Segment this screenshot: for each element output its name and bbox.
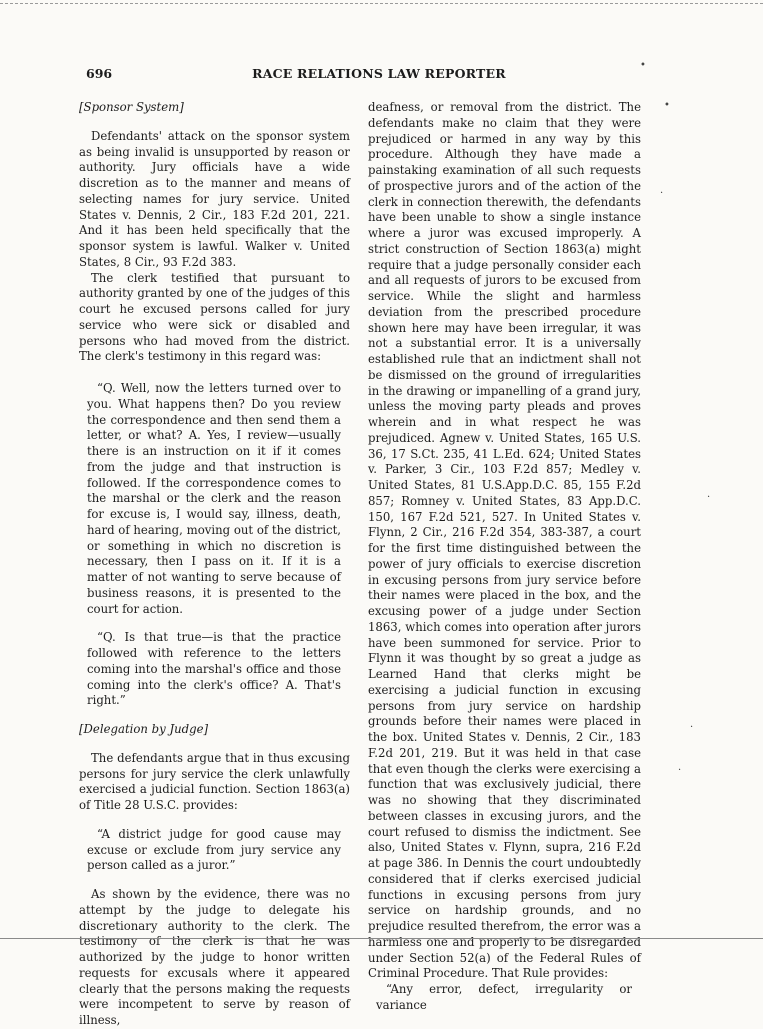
paragraph: deafness, or removal from the district. The defendants make no claim that they were prejudiced or harmed in any way by this procedure. Although they have made a painstaking examination of all such requests of prospective jurors and of the action of the clerk in connection therewith, the defendants have been unable to show a single instance where a juror was excused improperly. A strict construction of Section 1863(a) might require that a judge personally consider each and all requests of jurors to be excused from service. While the slight and harmless deviation from the prescribed procedure shown here may have been irregular, it was not a substantial error. It is a universally established rule that an indictment shall not be dismissed on the ground of irregularities in the drawing or impanelling of a grand jury, unless the moving party pleads and proves wherein and in what respect he was prejudiced. Agnew v. United States, 165 U.S. 36, 17 S.Ct. 235, 41 L.Ed. 624; United States v. Parker, 3 Cir., 103 F.2d 857; Medley v. United States, 81 U.S.App.D.C. 85, 155 F.2d 857; Romney v. United States, 83 App.D.C. 150, 167 F.2d 521, 527. In United States v. Flynn, 2 Cir., 216 F.2d 354, 383-387, a court for the first time distinguished between the power of jury officials to exercise discretion in excusing persons from jury service before their names were placed in the box, and the excusing power of a judge under Section 1863, which comes into operation after jurors have been summoned for service. Prior to Flynn it was thought by so great a judge as Learned Hand that clerks might be exercising a judicial function in excusing persons from jury service on hardship grounds before their names were placed in the box. United States v. Dennis, 2 Cir., 183 F.2d 201, 219. But it was held in that case that even though the clerks were exercising a function that was exclusively judicial, there was no showing that they discriminated between classes in excusing jurors, and the court refused to dismiss the indictment. See also, United States v. Flynn, supra, 216 F.2d at page 386. In Dennis the court undoubtedly considered that if clerks exercised judicial functions in excusing persons from jury service on hardship grounds, and no prejudice resulted therefrom, the error was a harmless one and properly to be disregarded under Section 52(a) of the Federal Rules of Criminal Procedure. That Rule provides: [368,100,641,981]
scan-speck: • [664,100,670,111]
scan-speck: • [640,60,646,71]
right-column [368,100,641,1014]
left-column [79,100,350,1029]
section-heading-delegation-by-judge: [Delegation by Judge] [79,722,209,736]
top-border-line [0,3,763,4]
journal-title: RACE RELATIONS LAW REPORTER [252,66,506,81]
page-header [86,66,672,84]
paragraph: The clerk testified that pursuant to authority granted by one of the judges of this court he excused persons called for jury service who were sick or disabled and persons who had moved from the district. The clerk's testimony in this regard was: [79,270,350,364]
block-quote: “A district judge for good cause may excuse or exclude from jury service any person called as a juror.” [87,826,341,873]
scan-speck: · [660,188,664,199]
scan-speck: · [707,492,711,503]
scan-speck: · [690,722,694,733]
block-quote: “Q. Is that true—is that the practice followed with reference to the letters coming into the marshal's office and those coming into the clerk's office? A. That's right.” [87,630,341,708]
scan-speck: · [678,765,682,776]
paragraph: Defendants' attack on the sponsor system as being invalid is unsupported by reason or authority. Jury officials have a wide discretion as to the manner and means of selecting names for jury service. United States v. Dennis, 2 Cir., 183 F.2d 201, 221. And it has been held specifically that the sponsor system is lawful. Walker v. United States, 8 Cir., 93 F.2d 383. [79,128,350,269]
block-quote: “Any error, defect, irregularity or variance [376,982,632,1012]
paragraph: As shown by the evidence, there was no attempt by the judge to delegate his discretionary authority to the clerk. The testimony of the clerk is that he was authorized by the judge to honor written requests for excusals where it appeared clearly that the persons making the requests were incompetent to serve by reason of illness, [79,887,350,1027]
bottom-border-line [0,938,763,939]
paragraph: The defendants argue that in thus excusing persons for jury service the clerk unlawfully exercised a judicial function. Section 1863(a) of Title 28 U.S.C. provides: [79,750,350,812]
block-quote: “Q. Well, now the letters turned over to you. What happens then? Do you review the correspondence and then send them a letter, or what? A. Yes, I review—usually there is an instruction on it if it comes from the judge and that instruction is followed. If the correspondence comes to the marshal or the clerk and the reason for excuse is, I would say, illness, death, hard of hearing, moving out of the district, or something in which no discretion is necessary, then I pass on it. If it is a matter of not wanting to serve because of business reasons, it is presented to the court for action. [87,381,341,616]
page-number: 696 [86,66,113,81]
section-heading-sponsor-system: [Sponsor System] [79,100,184,114]
